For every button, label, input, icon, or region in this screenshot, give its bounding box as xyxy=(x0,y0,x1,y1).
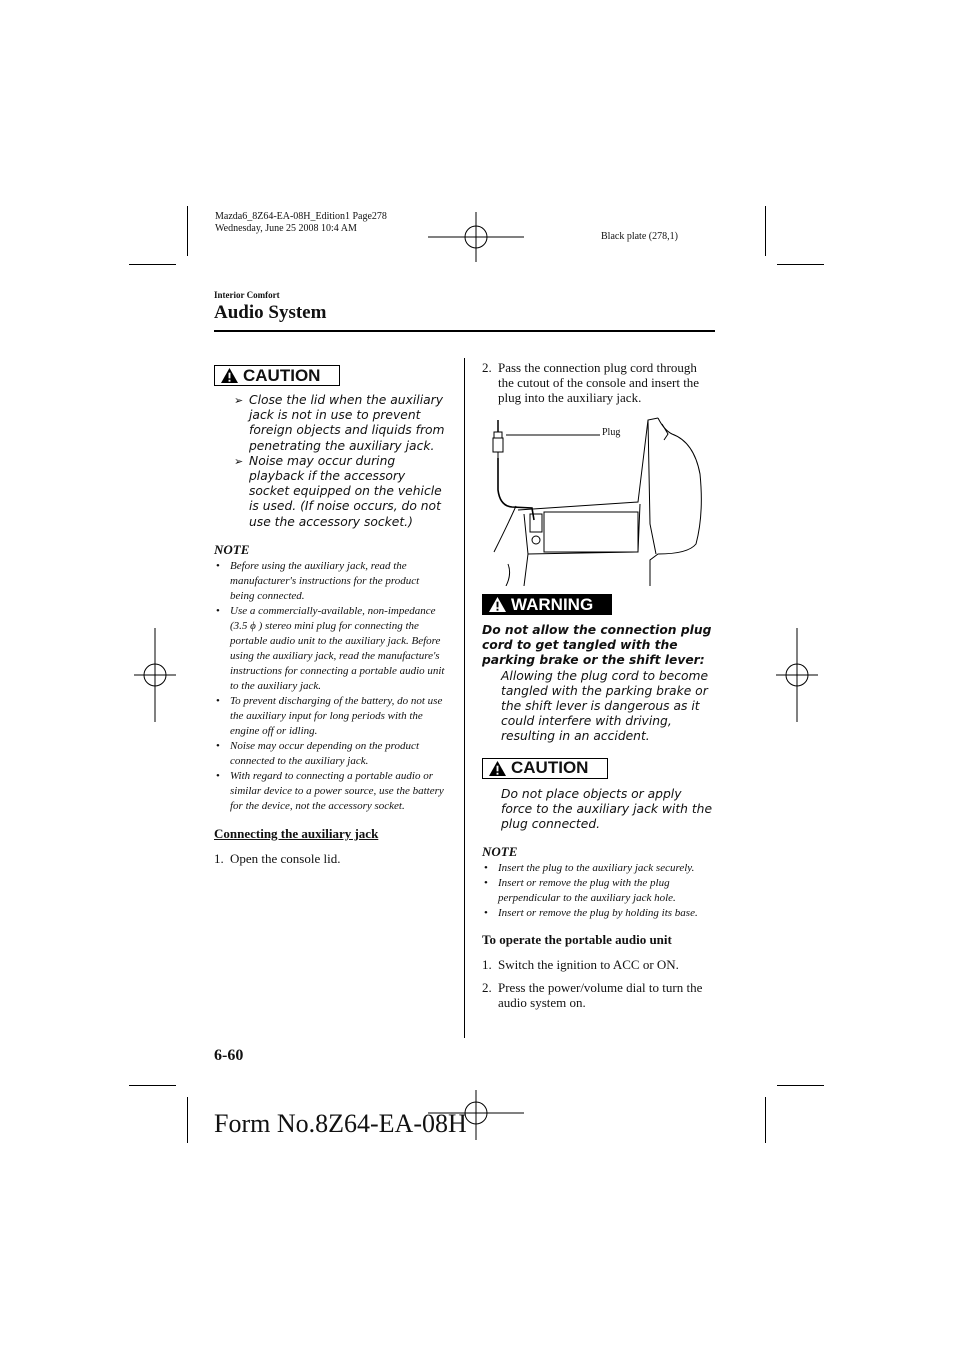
warning-label: WARNING xyxy=(511,594,594,614)
caution-label: CAUTION xyxy=(511,758,589,778)
step-item: 1. Open the console lid. xyxy=(214,850,341,866)
print-header-line2: Wednesday, June 25 2008 10:4 AM xyxy=(215,223,357,234)
warning-text: Allowing the plug cord to become tangled with the parking brake or the shift lever is dangerous as it could interfere with driving, resulting in an accident. xyxy=(501,668,709,744)
step-item: 1. Switch the ignition to ACC or ON. xyxy=(482,957,679,973)
list-item: • Before using the auxiliary jack, read the manufacturer's instructions for the product being connected. xyxy=(216,559,420,602)
registration-mark xyxy=(134,628,176,722)
crop-mark xyxy=(129,264,176,265)
console-plug-figure xyxy=(488,414,710,586)
figure-label-plug: Plug xyxy=(602,427,621,438)
page-title: Audio System xyxy=(214,302,327,323)
crop-mark xyxy=(187,1097,188,1143)
list-item: • To prevent discharging of the battery, do not use the auxiliary input for long periods with the engine off or idling. xyxy=(216,694,443,737)
subheading-connecting: Connecting the auxiliary jack xyxy=(214,825,379,841)
crop-mark xyxy=(765,1097,766,1143)
crop-mark xyxy=(777,1085,824,1086)
note-list xyxy=(214,559,446,814)
crop-mark xyxy=(129,1085,176,1086)
crop-mark xyxy=(187,206,188,256)
caution-badge xyxy=(214,365,340,386)
warning-triangle-icon xyxy=(488,596,507,613)
list-item: • Insert or remove the plug by holding its base. xyxy=(484,907,698,920)
caution-item: ➢ Noise may occur during playback if the accessory socket equipped on the vehicle is used. (If noise occurs, do not use the accessory socket.) xyxy=(234,453,442,529)
right-column xyxy=(482,360,716,405)
print-header-line1: Mazda6_8Z64-EA-08H_Edition1 Page278 xyxy=(215,211,387,222)
list-item: • Insert the plug to the auxiliary jack securely. xyxy=(484,862,695,875)
plate-label: Black plate (278,1) xyxy=(601,231,678,242)
caution-item: ➢ Close the lid when the auxiliary jack is not in use to prevent foreign objects and liquids from penetrating the auxiliary jack. xyxy=(234,393,445,453)
warning-triangle-icon xyxy=(220,367,239,384)
list-item: • Use a commercially-available, non-impedance (3.5 ϕ ) stereo mini plug for connecting the portable audio unit to the auxiliary jack. Before using the auxiliary jack, read the manufacture's instructions for connecting a portable audio unit to the auxiliary jack. xyxy=(216,604,445,692)
caution-label: CAUTION xyxy=(243,365,321,385)
column-divider xyxy=(464,358,465,1038)
warning-triangle-icon xyxy=(488,760,507,777)
list-item: • Noise may occur depending on the product connected to the auxiliary jack. xyxy=(216,739,419,767)
list-item: • With regard to connecting a portable audio or similar device to a power source, use the battery for the device, not the accessory socket. xyxy=(216,769,444,812)
registration-mark xyxy=(776,628,818,722)
caution-text: Do not place objects or apply force to the auxiliary jack with the plug connected. xyxy=(501,786,713,832)
warning-badge xyxy=(482,594,612,615)
warning-lead: Do not allow the connection plug cord to get tangled with the parking brake or the shift lever: xyxy=(482,623,712,668)
crop-mark xyxy=(777,264,824,265)
step-item: 2. Pass the connection plug cord through the cutout of the console and insert the plug into the auxiliary jack. xyxy=(482,360,700,405)
crop-mark xyxy=(765,206,766,256)
arrow-bullet-icon: ➢ xyxy=(234,454,244,468)
arrow-bullet-icon: ➢ xyxy=(234,394,244,407)
step-item: 2. Press the power/volume dial to turn the audio system on. xyxy=(482,980,703,1011)
left-column xyxy=(214,365,446,866)
title-rule xyxy=(214,330,715,332)
form-number: Form No.8Z64-EA-08H xyxy=(214,1109,467,1138)
print-header xyxy=(215,211,387,235)
list-item: • Insert or remove the plug with the plug perpendicular to the auxiliary jack hole. xyxy=(484,877,676,905)
note-list xyxy=(482,861,716,921)
right-column-lower xyxy=(482,594,716,1010)
registration-mark xyxy=(428,212,524,262)
section-label: Interior Comfort xyxy=(214,290,280,300)
note-heading: NOTE xyxy=(214,541,250,557)
caution-badge xyxy=(482,758,608,779)
note-heading: NOTE xyxy=(482,844,518,860)
page-number: 6-60 xyxy=(214,1047,244,1064)
subheading-operate: To operate the portable audio unit xyxy=(482,932,672,948)
